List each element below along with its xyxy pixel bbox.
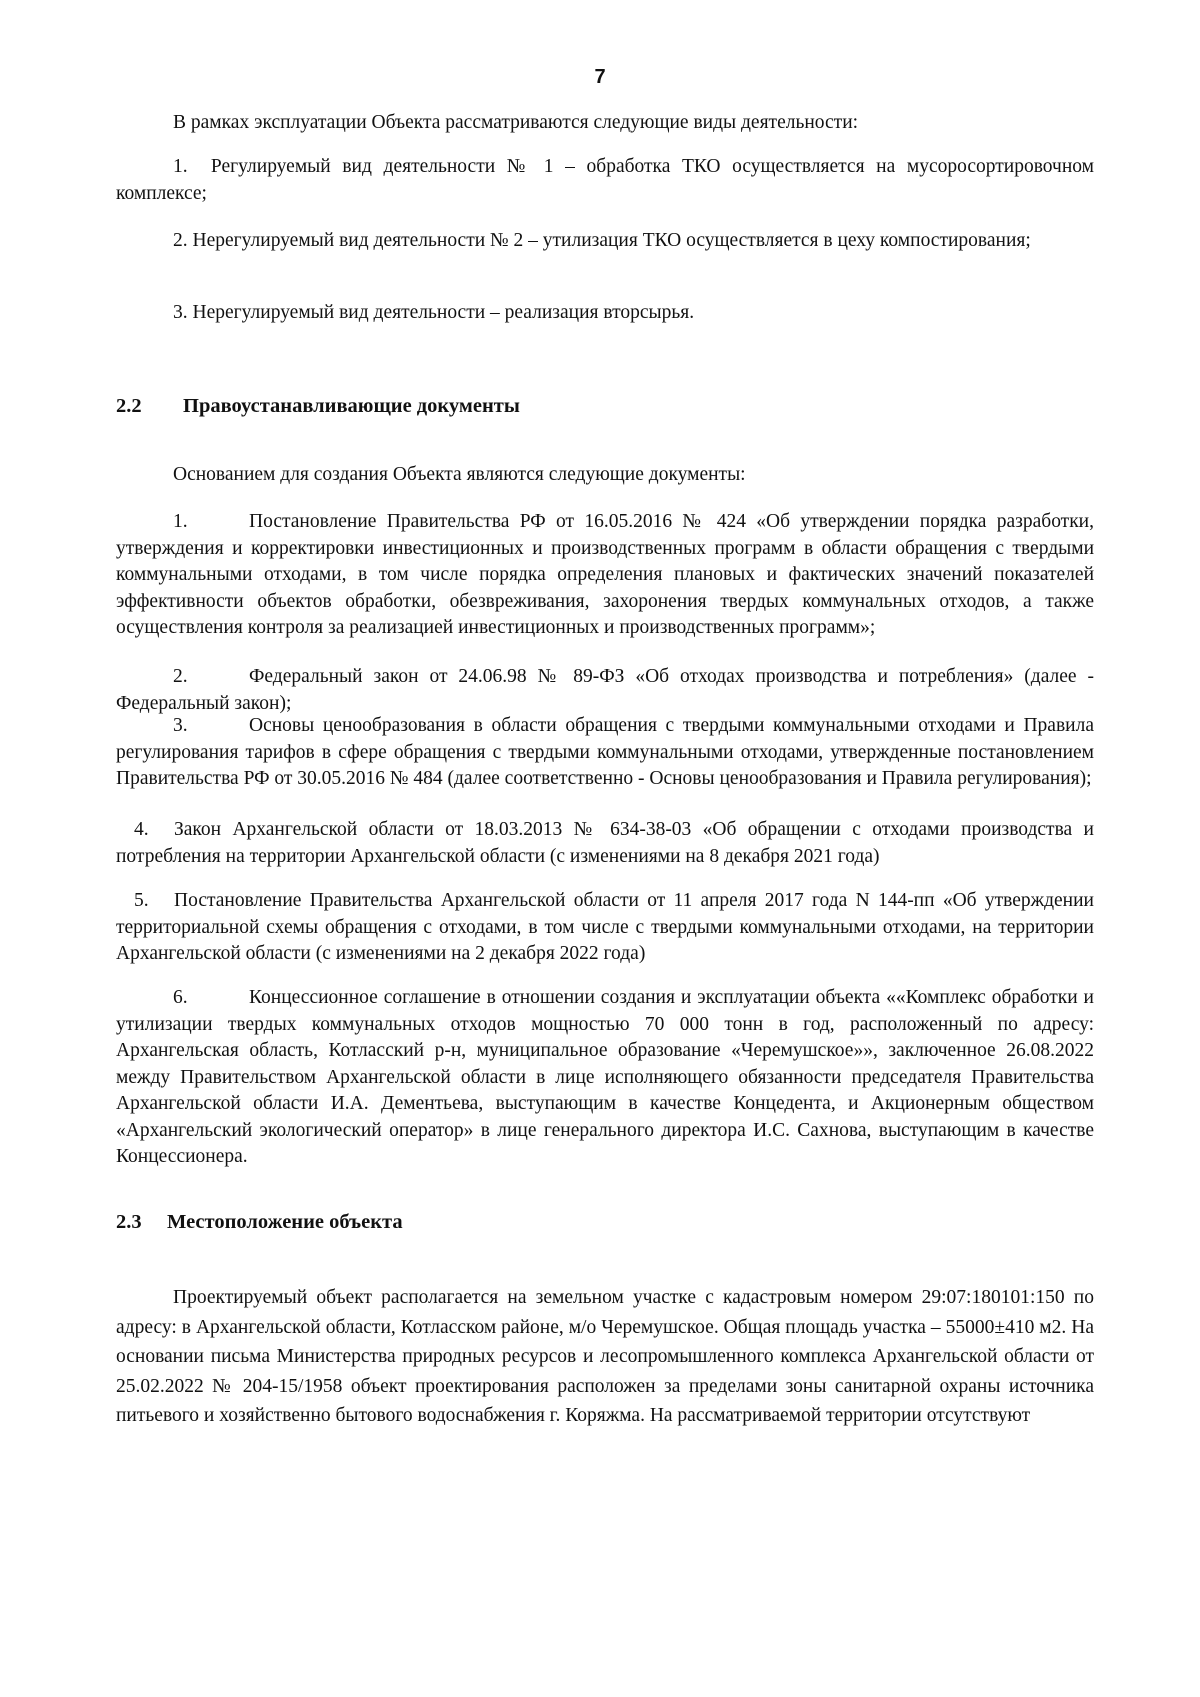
list-item <box>116 300 1094 327</box>
list-item <box>116 509 1094 642</box>
list-item-text: Концессионное соглашение в отношении создания и эксплуатации объекта ««Комплекс обработки и утилизации твердых коммунальных отходов мощностью 70 000 тонн в год, расположенный по адресу: Архангельская область, Котласский р-н, муниципальное образование «Черемушское»», заключенное 26.08.2022 между Правительством Архангельской области в лице исполняющего обязанности председателя Правительства Архангельской области И.А. Дементьева, выступающим в качестве Концедента, и Акционерным обществом «Архангельский экологический оператор» в лице генерального директора И.С. Сахнова, выступающим в качестве Концессионера. <box>116 987 1094 1167</box>
page-number: 7 <box>594 66 606 88</box>
list-item-marker: 3. <box>173 302 188 323</box>
list-item-text: Постановление Правительства РФ от 16.05.2016 № 424 «Об утверждении порядка разработки, утверждения и корректировки инвестиционных и производственных программ в области обращения с твердыми коммунальными отходами, в том числе порядка определения плановых и фактических значений показателей эффективности объектов обработки, обезвреживания, захоронения твердых коммунальных отходов, а также осуществления контроля за реализацией инвестиционных и производственных программ»; <box>116 511 1094 638</box>
list-item-marker: 4. <box>134 819 149 840</box>
list-item-marker: 2. <box>173 666 188 687</box>
list-item-marker: 1. <box>173 156 188 177</box>
list-item-marker: 1. <box>173 511 188 532</box>
list-item-text: Основы ценообразования в области обращения с твердыми коммунальными отходами и Правила регулирования тарифов в сфере обращения с твердыми коммунальными отходами, утвержденные постановлением Правительства РФ от 30.05.2016 № 484 (далее соответственно - Основы ценообразования и Правила регулирования); <box>116 715 1094 789</box>
section-paragraph: Проектируемый объект располагается на земельном участке с кадастровым номером 29:07:180101:150 по адресу: в Архангельской области, Котласском районе, м/о Черемушское. Общая площадь участка – 55000±410 м2. На основании письма Министерства природных ресурсов и лесопромышленного комплекса Архангельской области от 25.02.2022 № 204-15/1958 объект проектирования расположен за пределами зоны санитарной охраны источника питьевого и хозяйственно бытового водоснабжения г. Коряжма. На рассматриваемой территории отсутствуют <box>116 1287 1094 1426</box>
section-title: Правоустанавливающие документы <box>183 395 520 417</box>
intro-lead: В рамках эксплуатации Объекта рассматриваются следующие виды деятельности: <box>173 112 859 133</box>
list-item-text: Постановление Правительства Архангельской области от 11 апреля 2017 года N 144-пп «Об утверждении территориальной схемы обращения с отходами, в том числе с твердыми коммунальными отходами, на территории Архангельской области (с изменениями на 2 декабря 2022 года) <box>116 890 1094 964</box>
list-item-text: Закон Архангельской области от 18.03.2013 № 634-38-03 «Об обращении с отходами производства и потребления на территории Архангельской области (с изменениями на 8 декабря 2021 года) <box>116 819 1094 867</box>
list-item <box>116 888 1094 968</box>
list-item-text: Федеральный закон от 24.06.98 № 89-ФЗ «Об отходах производства и потребления» (далее - Федеральный закон); <box>116 666 1094 714</box>
list-item <box>116 713 1094 793</box>
section-lead: Основанием для создания Объекта являются следующие документы: <box>173 464 746 485</box>
list-item-marker: 2. <box>173 230 188 251</box>
list-item-text: Нерегулируемый вид деятельности № 2 – утилизация ТКО осуществляется в цеху компостирования; <box>192 230 1031 251</box>
list-item-marker: 3. <box>173 715 188 736</box>
list-item <box>116 817 1094 870</box>
list-item-text: Регулируемый вид деятельности № 1 – обработка ТКО осуществляется на мусоросортировочном комплексе; <box>116 156 1095 204</box>
section-number: 2.2 <box>116 395 142 417</box>
list-item <box>116 985 1094 1171</box>
section-number: 2.3 <box>116 1211 142 1233</box>
list-item <box>116 664 1094 717</box>
list-item-marker: 5. <box>134 890 149 911</box>
section-heading <box>116 1209 403 1235</box>
list-item-text: Нерегулируемый вид деятельности – реализация вторсырья. <box>192 302 695 323</box>
section-heading <box>116 393 520 419</box>
list-item-marker: 6. <box>173 987 188 1008</box>
list-item <box>116 154 1094 207</box>
list-item <box>116 228 1094 255</box>
section-title: Местоположение объекта <box>167 1211 403 1233</box>
